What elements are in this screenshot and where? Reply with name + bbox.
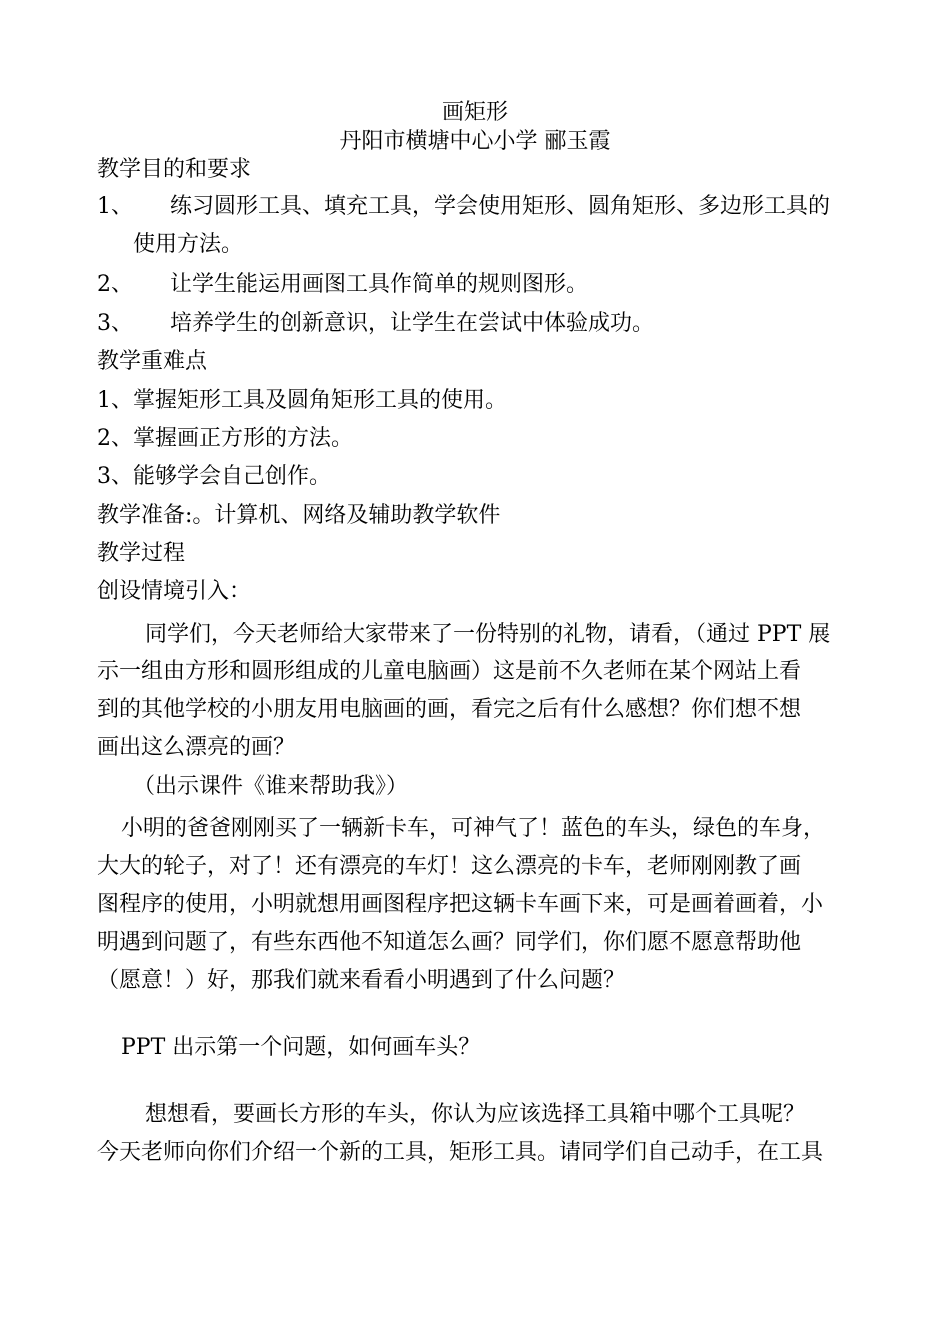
goal-item-1-continued: 使用方法。 xyxy=(133,232,244,257)
para1-line-1: 同学们，今天老师给大家带来了一份特别的礼物，请看，（通过 PPT 展 xyxy=(145,622,831,647)
intro-heading: 创设情境引入： xyxy=(97,579,252,604)
goal-number: 2、 xyxy=(97,272,133,297)
goal-text: 培养学生的创新意识，让学生在尝试中体验成功。 xyxy=(170,311,655,336)
para3-line-2: 今天老师向你们介绍一个新的工具，矩形工具。请同学们自己动手，在工具 xyxy=(97,1140,824,1165)
key-point-1: 1、掌握矩形工具及圆角矩形工具的使用。 xyxy=(97,388,507,413)
key-point-3: 3、能够学会自己创作。 xyxy=(97,464,331,489)
section-goals-heading: 教学目的和要求 xyxy=(97,157,252,182)
goal-text: 练习圆形工具、填充工具，学会使用矩形、圆角矩形、多边形工具的 xyxy=(170,194,831,219)
para1-line-3: 到的其他学校的小朋友用电脑画的画，看完之后有什么感想？你们想不想 xyxy=(97,697,802,722)
para2-line-5: （愿意！）好，那我们就来看看小明遇到了什么问题？ xyxy=(97,968,626,993)
para2-line-2: 大大的轮子，对了！还有漂亮的车灯！这么漂亮的卡车，老师刚刚教了画 xyxy=(97,854,802,879)
courseware-note: （出示课件《谁来帮助我》） xyxy=(133,774,409,799)
section-key-heading: 教学重难点 xyxy=(97,349,208,374)
section-process-heading: 教学过程 xyxy=(97,541,186,566)
doc-title: 画矩形 xyxy=(441,100,508,125)
goal-number: 3、 xyxy=(97,311,133,336)
author-line: 丹阳市横塘中心小学 郦玉霞 xyxy=(339,129,611,154)
para1-line-2: 示一组由方形和圆形组成的儿童电脑画）这是前不久老师在某个网站上看 xyxy=(97,659,802,684)
para2-line-3: 图程序的使用，小明就想用画图程序把这辆卡车画下来，可是画着画着，小 xyxy=(97,892,824,917)
goal-text: 让学生能运用画图工具作简单的规则图形。 xyxy=(170,272,589,297)
goal-number: 1、 xyxy=(97,194,133,219)
para1-line-4: 画出这么漂亮的画？ xyxy=(97,735,296,760)
para2-line-1: 小明的爸爸刚刚买了一辆新卡车，可神气了！蓝色的车头，绿色的车身， xyxy=(121,816,826,841)
para3-line-1: 想想看，要画长方形的车头，你认为应该选择工具箱中哪个工具呢？ xyxy=(145,1102,806,1127)
teaching-prep: 教学准备:。计算机、网络及辅助教学软件 xyxy=(97,503,501,528)
ppt-question: PPT 出示第一个问题，如何画车头？ xyxy=(121,1035,481,1060)
para2-line-4: 明遇到问题了，有些东西他不知道怎么画？同学们，你们愿不愿意帮助他 xyxy=(97,930,802,955)
key-point-2: 2、掌握画正方形的方法。 xyxy=(97,426,353,451)
